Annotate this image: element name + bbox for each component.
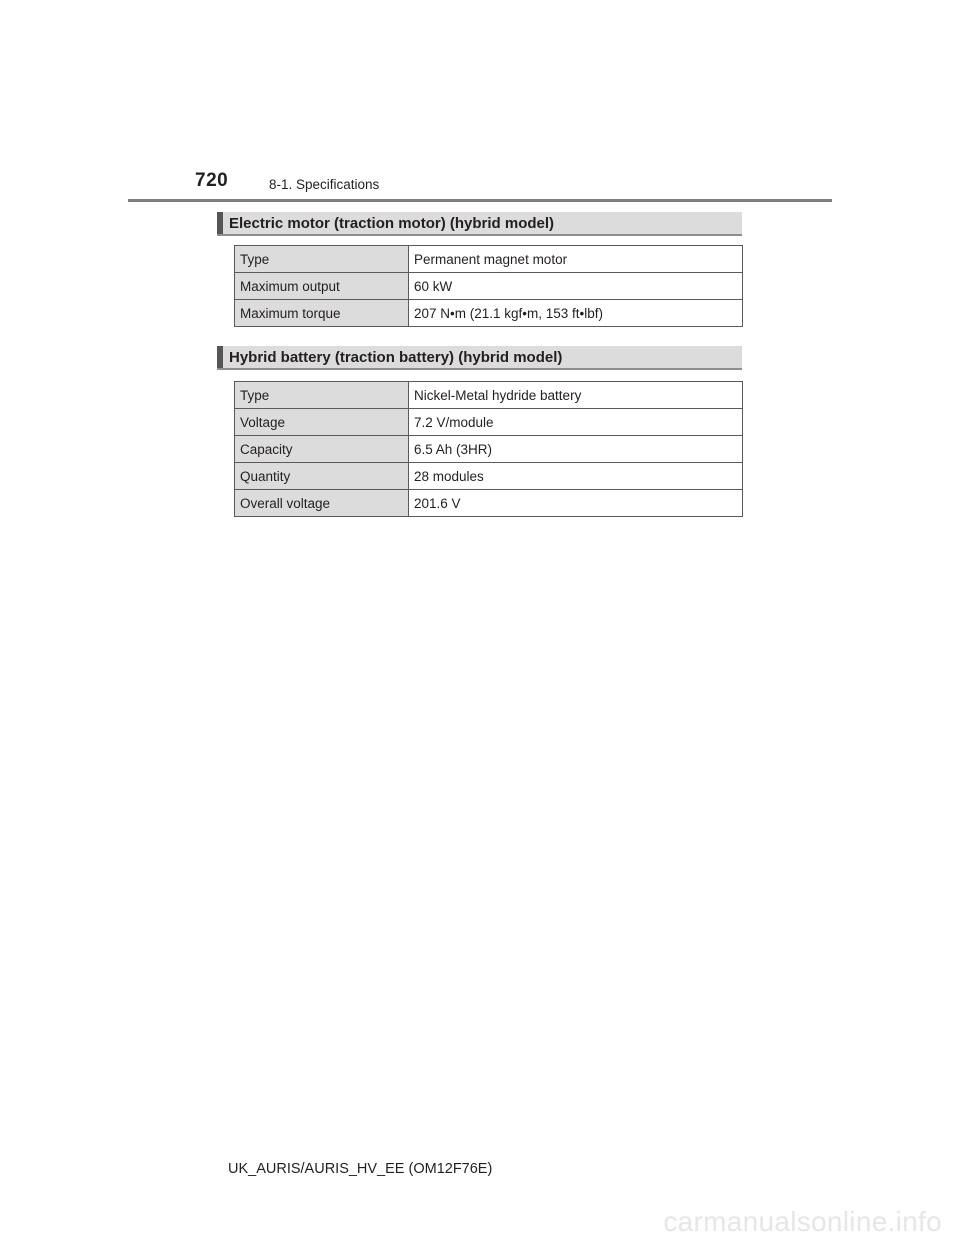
spec-label: Quantity bbox=[235, 463, 409, 490]
spec-label: Voltage bbox=[235, 409, 409, 436]
heading-text: Hybrid battery (traction battery) (hybrid model) bbox=[229, 349, 563, 366]
header-rule bbox=[128, 199, 832, 202]
spec-label: Type bbox=[235, 382, 409, 409]
page-number: 720 bbox=[195, 170, 229, 191]
section-title: 8-1. Specifications bbox=[269, 177, 380, 192]
table-row bbox=[235, 436, 743, 463]
spec-value: 7.2 V/module bbox=[409, 409, 743, 436]
spec-value: Nickel-Metal hydride battery bbox=[409, 382, 743, 409]
table-row bbox=[235, 490, 743, 517]
spec-label: Overall voltage bbox=[235, 490, 409, 517]
spec-value: 201.6 V bbox=[409, 490, 743, 517]
spec-value: 207 N•m (21.1 kgf•m, 153 ft•lbf) bbox=[409, 300, 743, 327]
table-row bbox=[235, 382, 743, 409]
spec-value: 28 modules bbox=[409, 463, 743, 490]
hybrid-battery-spec-table bbox=[234, 381, 743, 517]
spec-label: Type bbox=[235, 246, 409, 273]
heading-accent-bar bbox=[217, 346, 223, 368]
watermark: carmanualsonline.info bbox=[663, 1206, 942, 1237]
table-row bbox=[235, 273, 743, 300]
spec-label: Maximum output bbox=[235, 273, 409, 300]
section-heading-hybrid-battery bbox=[217, 346, 742, 370]
table-row bbox=[235, 300, 743, 327]
heading-text: Electric motor (traction motor) (hybrid model) bbox=[229, 215, 555, 232]
electric-motor-spec-table bbox=[234, 245, 743, 327]
spec-value: 6.5 Ah (3HR) bbox=[409, 436, 743, 463]
table-row bbox=[235, 409, 743, 436]
spec-value: Permanent magnet motor bbox=[409, 246, 743, 273]
table-row bbox=[235, 463, 743, 490]
spec-label: Maximum torque bbox=[235, 300, 409, 327]
section-heading-electric-motor bbox=[217, 212, 742, 236]
heading-accent-bar bbox=[217, 212, 223, 234]
footer-model-code: UK_AURIS/AURIS_HV_EE (OM12F76E) bbox=[228, 1161, 493, 1177]
spec-label: Capacity bbox=[235, 436, 409, 463]
table-row bbox=[235, 246, 743, 273]
spec-value: 60 kW bbox=[409, 273, 743, 300]
